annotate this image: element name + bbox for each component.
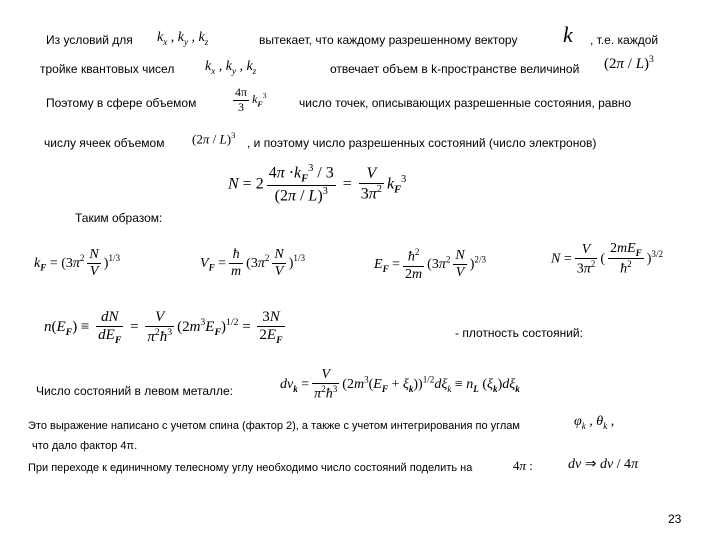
text-note-factor: что дало фактор 4π. <box>32 440 138 452</box>
formula-density-of-states: $n(E_F)$ ≡ $\frac{dN}{dE_F}$ = $\frac{V}{\pi^2ħ^3}$ $(2m^3E_F)^{1/2}$ = $\frac{3N}{2E_F}$ <box>44 309 283 347</box>
text-line2-start: тройке квантовых чисел <box>40 62 175 76</box>
text-line1-middle: вытекает, что каждому разрешенному вектору <box>259 33 518 47</box>
formula-kx-ky-kz: $k_x$ , $k_y$ , $k_z$ <box>157 30 209 47</box>
formula-four-pi: 4π : <box>513 458 533 473</box>
formula-sphere-volume: $\frac{4\pi}{3}$ $k_F^3$ <box>235 85 267 114</box>
text-line2-middle: отвечает объем в k-пространстве величиной <box>330 62 580 76</box>
page-number: 23 <box>668 512 682 526</box>
text-line3-end: число точек, описывающих разрешенные состояния, равно <box>299 96 632 110</box>
text-line1-end: , т.е. каждой <box>590 33 659 47</box>
formula-kf: $k_F = (3\pi^2$ $\frac{N}{V}$ )$^{1/3}$ <box>34 247 121 280</box>
text-line1-start: Из условий для <box>46 33 133 47</box>
formula-solid-angle-division: dν ⇒ dν / 4π <box>568 457 639 472</box>
text-line3-start: Поэтому в сфере объемом <box>46 96 197 110</box>
formula-vf: $V_F$ = $\frac{ħ}{m}$ ($3\pi^2$ $\frac{N}{V}$ )$^{1/3}$ <box>200 247 306 280</box>
formula-left-metal-states: $d\nu_k$ = $\frac{V}{\pi^2ħ^3}$ $(2m^3(E_F + \xi_k))^{1/2}d\xi_k \equiv n_L$ $(\xi_k)d\xi_k$ <box>280 367 520 402</box>
text-thus: Таким образом: <box>75 211 163 225</box>
text-dos: - плотность состояний: <box>455 326 583 340</box>
text-left-metal: Число состояний в левом металле: <box>36 384 234 398</box>
formula-cell-volume-2: (2π / L)$^3$ <box>192 130 236 147</box>
text-line4-start: числу ячеек объемом <box>44 136 165 150</box>
text-note-solid-angle: При переходе к единичному телесному углу необходимо число состояний поделить на <box>28 462 473 474</box>
formula-ef: $E_F$ = $\frac{ħ^2}{2m}$ ($3\pi^2$ $\frac{N}{V}$ )$^{2/3}$ <box>374 247 487 282</box>
text-note-spin: Это выражение написано с учетом спина (фактор 2), а также с учетом интегрирования по углам <box>28 420 520 432</box>
formula-kx-ky-kz-2: $k_x$ , $k_y$ , $k_z$ <box>205 59 257 76</box>
formula-angles: $\varphi_k$ , $\theta_k$ , <box>574 414 615 431</box>
formula-electron-number: N = 2 $\frac{4\pi \cdot k_F^3 / 3}{(2\pi / L)^3}$ = $\frac{V}{3\pi^2}$ $k_F^3$ <box>228 163 407 205</box>
formula-n-of-ef: N = $\frac{V}{3\pi^2}$ ( $\frac{2mE_F}{ħ^2}$ )$^{3/2}$ <box>551 241 664 277</box>
formula-cell-volume: (2π / L)$^3$ <box>604 54 654 72</box>
text-line4-end: , и поэтому число разрешенных состояний (число электронов) <box>247 136 597 150</box>
formula-k-vector: k <box>563 22 573 47</box>
